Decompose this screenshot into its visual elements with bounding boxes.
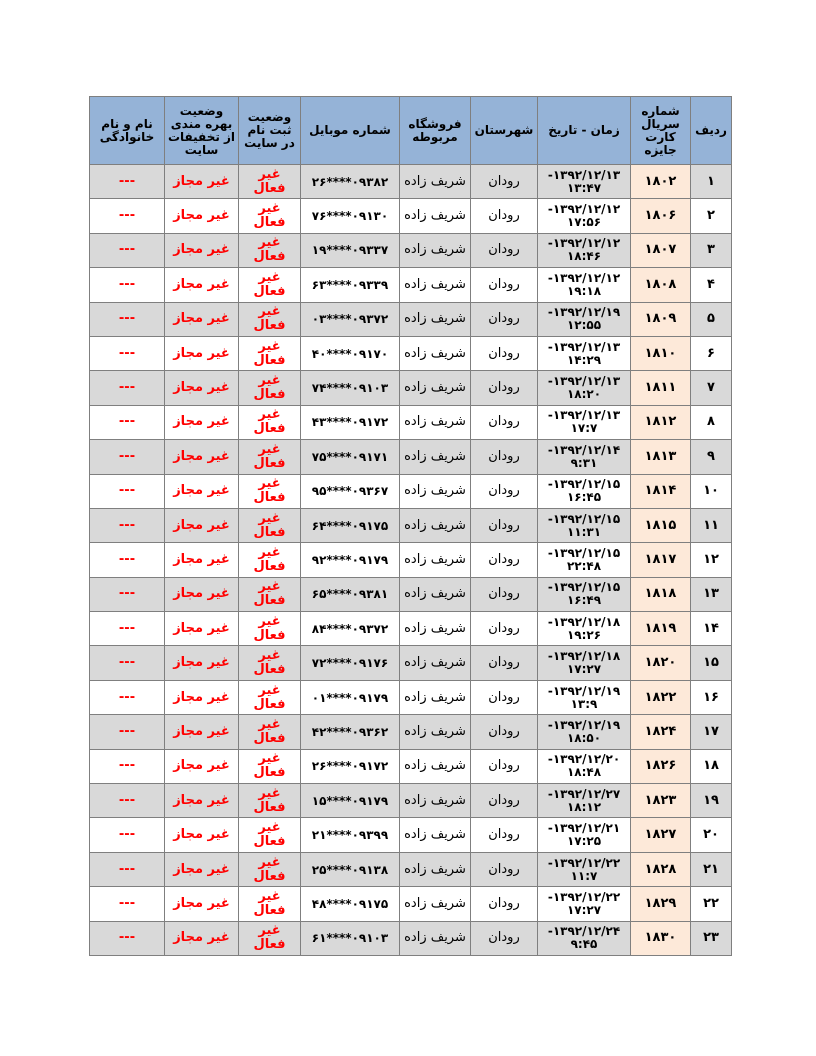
- header-store: فروشگاه مربوطه: [400, 97, 471, 165]
- serial-cell: ۱۸۱۱: [631, 371, 691, 405]
- site-status-cell: غیر فعال: [239, 577, 301, 611]
- city-cell: رودان: [471, 818, 538, 852]
- store-cell: شریف زاده: [400, 784, 471, 818]
- site-status-cell: غیر فعال: [239, 646, 301, 680]
- table-row: [90, 268, 732, 302]
- serial-cell: ۱۸۲۲: [631, 680, 691, 714]
- row-number-cell: ۱۵: [691, 646, 732, 680]
- site-status-cell: غیر فعال: [239, 440, 301, 474]
- discount-status-cell: غیر مجاز: [165, 371, 239, 405]
- store-cell: شریف زاده: [400, 371, 471, 405]
- site-status-cell: غیر فعال: [239, 784, 301, 818]
- discount-status-cell: غیر مجاز: [165, 887, 239, 921]
- site-status-cell: غیر فعال: [239, 233, 301, 267]
- store-cell: شریف زاده: [400, 302, 471, 336]
- serial-cell: ۱۸۲۳: [631, 784, 691, 818]
- table-row: [90, 680, 732, 714]
- city-cell: رودان: [471, 474, 538, 508]
- site-status-cell: غیر فعال: [239, 165, 301, 199]
- city-cell: رودان: [471, 612, 538, 646]
- name-cell: ---: [90, 543, 165, 577]
- row-number-cell: ۱: [691, 165, 732, 199]
- table-row: [90, 646, 732, 680]
- table-row: [90, 784, 732, 818]
- name-cell: ---: [90, 371, 165, 405]
- datetime-cell: ۱۳۹۲/۱۲/۱۳- ۱۴:۲۹: [538, 336, 631, 370]
- store-cell: شریف زاده: [400, 646, 471, 680]
- store-cell: شریف زاده: [400, 921, 471, 955]
- table-row: [90, 715, 732, 749]
- mobile-cell: ۰۹۱۳۸****۲۵: [301, 852, 400, 886]
- discount-status-cell: غیر مجاز: [165, 405, 239, 439]
- datetime-cell: ۱۳۹۲/۱۲/۲۴- ۹:۴۵: [538, 921, 631, 955]
- mobile-cell: ۰۹۱۷۹****۱۵: [301, 784, 400, 818]
- name-cell: ---: [90, 784, 165, 818]
- discount-status-cell: غیر مجاز: [165, 749, 239, 783]
- mobile-cell: ۰۹۱۰۳****۶۱: [301, 921, 400, 955]
- name-cell: ---: [90, 199, 165, 233]
- site-status-cell: غیر فعال: [239, 302, 301, 336]
- table-row: [90, 749, 732, 783]
- serial-cell: ۱۸۲۶: [631, 749, 691, 783]
- city-cell: رودان: [471, 749, 538, 783]
- row-number-cell: ۱۲: [691, 543, 732, 577]
- serial-cell: ۱۸۱۰: [631, 336, 691, 370]
- store-cell: شریف زاده: [400, 818, 471, 852]
- row-number-cell: ۲۲: [691, 887, 732, 921]
- datetime-cell: ۱۳۹۲/۱۲/۱۴- ۹:۳۱: [538, 440, 631, 474]
- store-cell: شریف زاده: [400, 887, 471, 921]
- serial-cell: ۱۸۲۸: [631, 852, 691, 886]
- discount-status-cell: غیر مجاز: [165, 336, 239, 370]
- discount-status-cell: غیر مجاز: [165, 302, 239, 336]
- site-status-cell: غیر فعال: [239, 921, 301, 955]
- discount-status-cell: غیر مجاز: [165, 612, 239, 646]
- table-row: [90, 543, 732, 577]
- discount-status-cell: غیر مجاز: [165, 508, 239, 542]
- datetime-cell: ۱۳۹۲/۱۲/۱۵- ۱۶:۴۹: [538, 577, 631, 611]
- store-cell: شریف زاده: [400, 543, 471, 577]
- mobile-cell: ۰۹۱۷۰****۴۰: [301, 336, 400, 370]
- serial-cell: ۱۸۱۳: [631, 440, 691, 474]
- city-cell: رودان: [471, 921, 538, 955]
- name-cell: ---: [90, 165, 165, 199]
- city-cell: رودان: [471, 302, 538, 336]
- name-cell: ---: [90, 268, 165, 302]
- mobile-cell: ۰۹۳۸۲****۲۶: [301, 165, 400, 199]
- row-number-cell: ۲۰: [691, 818, 732, 852]
- serial-cell: ۱۸۱۹: [631, 612, 691, 646]
- discount-status-cell: غیر مجاز: [165, 165, 239, 199]
- datetime-cell: ۱۳۹۲/۱۲/۱۹- ۱۲:۵۵: [538, 302, 631, 336]
- discount-status-cell: غیر مجاز: [165, 818, 239, 852]
- row-number-cell: ۱۸: [691, 749, 732, 783]
- serial-cell: ۱۸۱۸: [631, 577, 691, 611]
- row-number-cell: ۴: [691, 268, 732, 302]
- table-row: [90, 336, 732, 370]
- row-number-cell: ۸: [691, 405, 732, 439]
- datetime-cell: ۱۳۹۲/۱۲/۱۳- ۱۸:۲۰: [538, 371, 631, 405]
- mobile-cell: ۰۹۳۶۲****۴۲: [301, 715, 400, 749]
- table-row: [90, 371, 732, 405]
- city-cell: رودان: [471, 268, 538, 302]
- serial-cell: ۱۸۱۵: [631, 508, 691, 542]
- store-cell: شریف زاده: [400, 474, 471, 508]
- mobile-cell: ۰۹۳۷۲****۰۳: [301, 302, 400, 336]
- datetime-cell: ۱۳۹۲/۱۲/۲۱- ۱۷:۲۵: [538, 818, 631, 852]
- row-number-cell: ۱۳: [691, 577, 732, 611]
- city-cell: رودان: [471, 715, 538, 749]
- discount-status-cell: غیر مجاز: [165, 268, 239, 302]
- row-number-cell: ۶: [691, 336, 732, 370]
- table-row: [90, 474, 732, 508]
- site-status-cell: غیر فعال: [239, 405, 301, 439]
- serial-cell: ۱۸۳۰: [631, 921, 691, 955]
- serial-cell: ۱۸۰۲: [631, 165, 691, 199]
- serial-cell: ۱۸۰۹: [631, 302, 691, 336]
- store-cell: شریف زاده: [400, 440, 471, 474]
- name-cell: ---: [90, 749, 165, 783]
- serial-cell: ۱۸۱۲: [631, 405, 691, 439]
- mobile-cell: ۰۹۱۳۰****۷۶: [301, 199, 400, 233]
- table-row: [90, 165, 732, 199]
- name-cell: ---: [90, 405, 165, 439]
- name-cell: ---: [90, 440, 165, 474]
- datetime-cell: ۱۳۹۲/۱۲/۲۷- ۱۸:۱۲: [538, 784, 631, 818]
- site-status-cell: غیر فعال: [239, 715, 301, 749]
- mobile-cell: ۰۹۱۷۵****۶۴: [301, 508, 400, 542]
- city-cell: رودان: [471, 887, 538, 921]
- header-mobile: شماره موبایل: [301, 97, 400, 165]
- site-status-cell: غیر فعال: [239, 887, 301, 921]
- mobile-cell: ۰۹۳۳۷****۱۹: [301, 233, 400, 267]
- table-body: [90, 165, 732, 956]
- name-cell: ---: [90, 474, 165, 508]
- discount-status-cell: غیر مجاز: [165, 440, 239, 474]
- datetime-cell: ۱۳۹۲/۱۲/۱۸- ۱۹:۲۶: [538, 612, 631, 646]
- site-status-cell: غیر فعال: [239, 680, 301, 714]
- row-number-cell: ۱۷: [691, 715, 732, 749]
- discount-status-cell: غیر مجاز: [165, 543, 239, 577]
- discount-status-cell: غیر مجاز: [165, 784, 239, 818]
- datetime-cell: ۱۳۹۲/۱۲/۱۲- ۱۹:۱۸: [538, 268, 631, 302]
- serial-cell: ۱۸۰۸: [631, 268, 691, 302]
- row-number-cell: ۱۱: [691, 508, 732, 542]
- table-row: [90, 233, 732, 267]
- site-status-cell: غیر فعال: [239, 818, 301, 852]
- datetime-cell: ۱۳۹۲/۱۲/۱۵- ۱۶:۴۵: [538, 474, 631, 508]
- table-row: [90, 921, 732, 955]
- store-cell: شریف زاده: [400, 165, 471, 199]
- header-name: نام و نام خانوادگی: [90, 97, 165, 165]
- datetime-cell: ۱۳۹۲/۱۲/۲۰- ۱۸:۴۸: [538, 749, 631, 783]
- row-number-cell: ۲۳: [691, 921, 732, 955]
- store-cell: شریف زاده: [400, 508, 471, 542]
- serial-cell: ۱۸۱۷: [631, 543, 691, 577]
- mobile-cell: ۰۹۳۸۱****۶۵: [301, 577, 400, 611]
- mobile-cell: ۰۹۱۷۹****۹۲: [301, 543, 400, 577]
- serial-cell: ۱۸۲۹: [631, 887, 691, 921]
- store-cell: شریف زاده: [400, 852, 471, 886]
- header-row-number: ردیف: [691, 97, 732, 165]
- discount-status-cell: غیر مجاز: [165, 577, 239, 611]
- serial-cell: ۱۸۲۰: [631, 646, 691, 680]
- discount-status-cell: غیر مجاز: [165, 233, 239, 267]
- city-cell: رودان: [471, 577, 538, 611]
- discount-status-cell: غیر مجاز: [165, 852, 239, 886]
- site-status-cell: غیر فعال: [239, 371, 301, 405]
- serial-cell: ۱۸۰۶: [631, 199, 691, 233]
- serial-cell: ۱۸۰۷: [631, 233, 691, 267]
- name-cell: ---: [90, 818, 165, 852]
- site-status-cell: غیر فعال: [239, 508, 301, 542]
- row-number-cell: ۱۴: [691, 612, 732, 646]
- row-number-cell: ۳: [691, 233, 732, 267]
- city-cell: رودان: [471, 199, 538, 233]
- store-cell: شریف زاده: [400, 233, 471, 267]
- row-number-cell: ۲: [691, 199, 732, 233]
- row-number-cell: ۱۶: [691, 680, 732, 714]
- datetime-cell: ۱۳۹۲/۱۲/۱۲- ۱۸:۴۶: [538, 233, 631, 267]
- name-cell: ---: [90, 646, 165, 680]
- site-status-cell: غیر فعال: [239, 199, 301, 233]
- city-cell: رودان: [471, 165, 538, 199]
- mobile-cell: ۰۹۱۷۹****۰۱: [301, 680, 400, 714]
- table-row: [90, 612, 732, 646]
- discount-status-cell: غیر مجاز: [165, 646, 239, 680]
- city-cell: رودان: [471, 508, 538, 542]
- site-status-cell: غیر فعال: [239, 268, 301, 302]
- store-cell: شریف زاده: [400, 612, 471, 646]
- datetime-cell: ۱۳۹۲/۱۲/۱۳- ۱۷:۷: [538, 405, 631, 439]
- mobile-cell: ۰۹۱۷۲****۲۶: [301, 749, 400, 783]
- discount-status-cell: غیر مجاز: [165, 921, 239, 955]
- table-row: [90, 818, 732, 852]
- city-cell: رودان: [471, 405, 538, 439]
- name-cell: ---: [90, 715, 165, 749]
- table-row: [90, 199, 732, 233]
- name-cell: ---: [90, 508, 165, 542]
- datetime-cell: ۱۳۹۲/۱۲/۱۵- ۲۲:۴۸: [538, 543, 631, 577]
- row-number-cell: ۲۱: [691, 852, 732, 886]
- table-row: [90, 302, 732, 336]
- row-number-cell: ۷: [691, 371, 732, 405]
- datetime-cell: ۱۳۹۲/۱۲/۱۵- ۱۱:۳۱: [538, 508, 631, 542]
- row-number-cell: ۵: [691, 302, 732, 336]
- mobile-cell: ۰۹۳۹۹****۲۱: [301, 818, 400, 852]
- city-cell: رودان: [471, 371, 538, 405]
- name-cell: ---: [90, 612, 165, 646]
- discount-status-cell: غیر مجاز: [165, 199, 239, 233]
- table-row: [90, 440, 732, 474]
- serial-cell: ۱۸۱۴: [631, 474, 691, 508]
- store-cell: شریف زاده: [400, 336, 471, 370]
- discount-status-cell: غیر مجاز: [165, 715, 239, 749]
- name-cell: ---: [90, 336, 165, 370]
- header-row: [90, 97, 732, 165]
- table-header: [90, 97, 732, 165]
- mobile-cell: ۰۹۳۳۹****۶۳: [301, 268, 400, 302]
- discount-status-cell: غیر مجاز: [165, 680, 239, 714]
- datetime-cell: ۱۳۹۲/۱۲/۲۲- ۱۷:۲۷: [538, 887, 631, 921]
- table-row: [90, 508, 732, 542]
- store-cell: شریف زاده: [400, 577, 471, 611]
- table-row: [90, 887, 732, 921]
- city-cell: رودان: [471, 440, 538, 474]
- site-status-cell: غیر فعال: [239, 612, 301, 646]
- city-cell: رودان: [471, 336, 538, 370]
- name-cell: ---: [90, 233, 165, 267]
- header-discount-status: وضعیت بهره مندی از تخفیفات سایت: [165, 97, 239, 165]
- store-cell: شریف زاده: [400, 268, 471, 302]
- name-cell: ---: [90, 577, 165, 611]
- table-row: [90, 577, 732, 611]
- site-status-cell: غیر فعال: [239, 474, 301, 508]
- row-number-cell: ۱۹: [691, 784, 732, 818]
- datetime-cell: ۱۳۹۲/۱۲/۱۸- ۱۷:۲۷: [538, 646, 631, 680]
- city-cell: رودان: [471, 852, 538, 886]
- city-cell: رودان: [471, 646, 538, 680]
- header-site-status: وضعیت ثبت نام در سایت: [239, 97, 301, 165]
- mobile-cell: ۰۹۱۷۲****۴۳: [301, 405, 400, 439]
- serial-cell: ۱۸۲۴: [631, 715, 691, 749]
- datetime-cell: ۱۳۹۲/۱۲/۱۳- ۱۳:۴۷: [538, 165, 631, 199]
- site-status-cell: غیر فعال: [239, 749, 301, 783]
- header-city: شهرستان: [471, 97, 538, 165]
- mobile-cell: ۰۹۱۰۳****۷۴: [301, 371, 400, 405]
- mobile-cell: ۰۹۱۷۶****۷۲: [301, 646, 400, 680]
- site-status-cell: غیر فعال: [239, 543, 301, 577]
- name-cell: ---: [90, 302, 165, 336]
- store-cell: شریف زاده: [400, 405, 471, 439]
- mobile-cell: ۰۹۱۷۵****۴۸: [301, 887, 400, 921]
- header-datetime: زمان - تاریخ: [538, 97, 631, 165]
- datetime-cell: ۱۳۹۲/۱۲/۱۲- ۱۷:۵۶: [538, 199, 631, 233]
- store-cell: شریف زاده: [400, 715, 471, 749]
- mobile-cell: ۰۹۳۷۲****۸۴: [301, 612, 400, 646]
- table-row: [90, 405, 732, 439]
- site-status-cell: غیر فعال: [239, 852, 301, 886]
- store-cell: شریف زاده: [400, 680, 471, 714]
- mobile-cell: ۰۹۳۶۷****۹۵: [301, 474, 400, 508]
- city-cell: رودان: [471, 233, 538, 267]
- datetime-cell: ۱۳۹۲/۱۲/۱۹- ۱۳:۹: [538, 680, 631, 714]
- row-number-cell: ۱۰: [691, 474, 732, 508]
- name-cell: ---: [90, 921, 165, 955]
- store-cell: شریف زاده: [400, 199, 471, 233]
- name-cell: ---: [90, 887, 165, 921]
- datetime-cell: ۱۳۹۲/۱۲/۲۲- ۱۱:۷: [538, 852, 631, 886]
- city-cell: رودان: [471, 784, 538, 818]
- city-cell: رودان: [471, 543, 538, 577]
- store-cell: شریف زاده: [400, 749, 471, 783]
- name-cell: ---: [90, 680, 165, 714]
- discount-status-cell: غیر مجاز: [165, 474, 239, 508]
- header-serial: شماره سریال کارت جایزه: [631, 97, 691, 165]
- datetime-cell: ۱۳۹۲/۱۲/۱۹- ۱۸:۵۰: [538, 715, 631, 749]
- row-number-cell: ۹: [691, 440, 732, 474]
- serial-cell: ۱۸۲۷: [631, 818, 691, 852]
- table-row: [90, 852, 732, 886]
- name-cell: ---: [90, 852, 165, 886]
- city-cell: رودان: [471, 680, 538, 714]
- site-status-cell: غیر فعال: [239, 336, 301, 370]
- prize-card-registration-table: [89, 96, 732, 956]
- mobile-cell: ۰۹۱۷۱****۷۵: [301, 440, 400, 474]
